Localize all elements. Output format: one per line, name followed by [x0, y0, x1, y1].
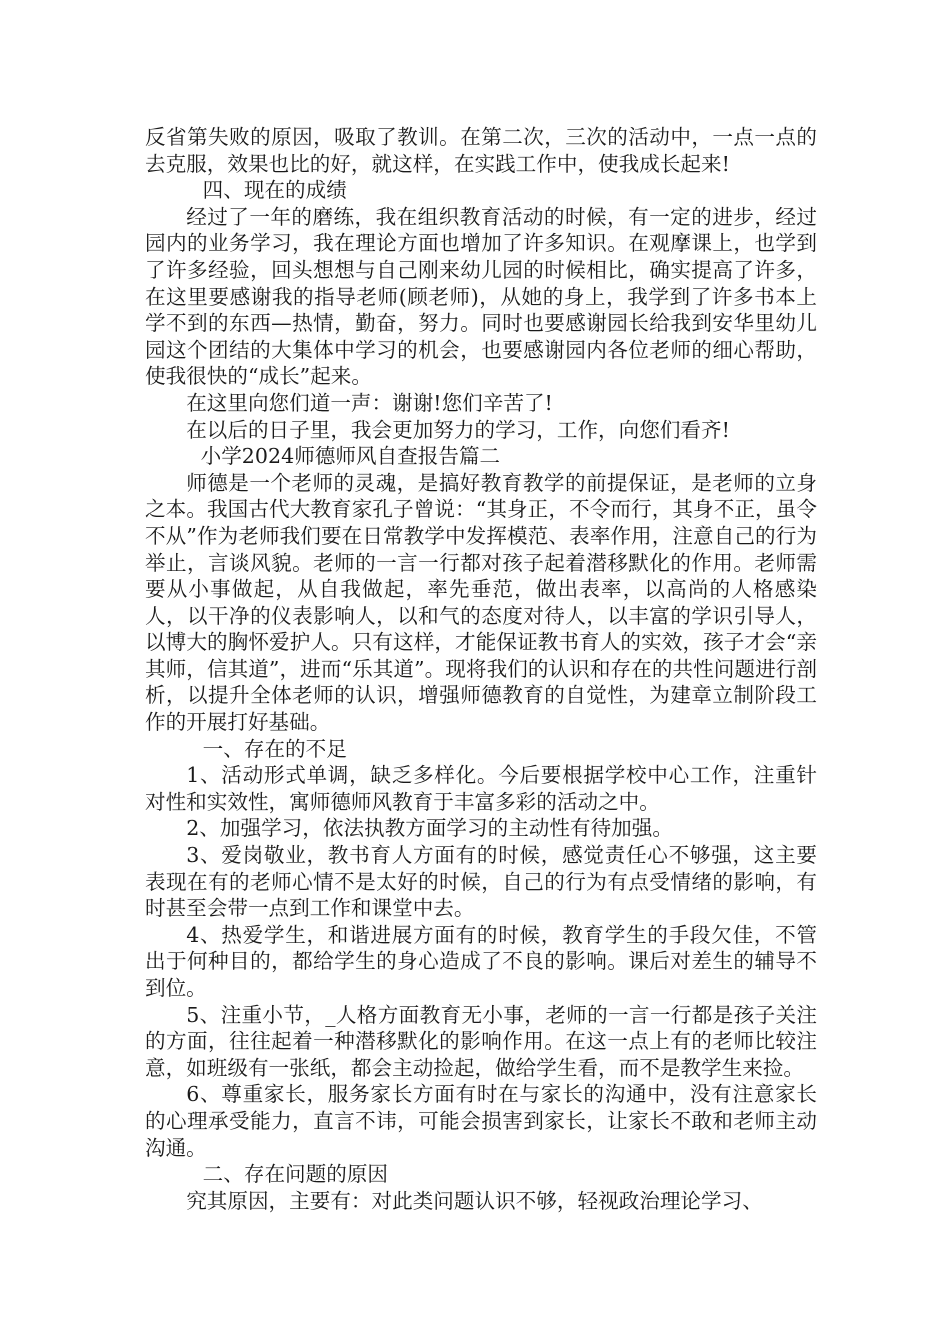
list-item-shortcoming-3: 3、爱岗敬业，教书育人方面有的时候，感觉责任心不够强，这主要表现在有的老师心情不是太好的时候，自己的行为有点受情绪的影响，有时甚至会带一点到工作和课堂中去。 — [145, 843, 817, 921]
list-item-shortcoming-4: 4、热爱学生，和谐进展方面有的时候，教育学生的手段欠佳，不管出于何种目的，都给学生的身心造成了不良的影响。课后对差生的辅导不到位。 — [145, 922, 817, 1000]
paragraph-causes: 究其原因，主要有：对此类问题认识不够，轻视政治理论学习、 — [186, 1188, 763, 1213]
paragraph-teacher-ethics-intro: 师德是一个老师的灵魂，是搞好教育教学的前提保证，是老师的立身之本。我国古代大教育家孔子曾说：“其身正，不令而行，其身不正，虽令不从”作为老师我们要在日常教学中发挥模范、表率作用，注意自己的行为举止，言谈风貌。老师的一言一行都对孩子起着潜移默化的作用。老师需要从小事做起，从自我做起，率先垂范，做出表率，以高尚的人格感染人，以干净的仪表影响人，以和气的态度对待人，以丰富的学识引导人，以博大的胸怀爱护人。只有这样，才能保证教书育人的实效，孩子才会“亲其师，信其道”，进而“乐其道”。现将我们的认识和存在的共性问题进行剖析，以提升全体老师的认识，增强师德教育的自觉性，为建章立制阶段工作的开展打好基础。 — [145, 470, 817, 735]
paragraph-achievements: 经过了一年的磨练，我在组织教育活动的时候，有一定的进步，经过园内的业务学习，我在理论方面也增加了许多知识。在观摩课上，也学到了许多经验，回头想想与自己刚来幼儿园的时候相比，确实提高了许多，在这里要感谢我的指导老师(顾老师)，从她的身上，我学到了许多书本上学不到的东西—热情，勤奋，努力。同时也要感谢园长给我到安华里幼儿园这个团结的大集体中学习的机会，也要感谢园内各位老师的细心帮助，使我很快的“成长”起来。 — [145, 204, 817, 389]
section-heading-causes: 二、存在问题的原因 — [202, 1162, 389, 1187]
paragraph-future: 在以后的日子里，我会更加努力的学习，工作，向您们看齐! — [186, 417, 730, 442]
list-item-shortcoming-5: 5、注重小节，_人格方面教育无小事，老师的一言一行都是孩子关注的方面，往往起着一种潜移默化的影响作用。在这一点上有的老师比较注意，如班级有一张纸，都会主动捡起，做给学生看，而不是教学生来捡。 — [145, 1002, 817, 1080]
document-page — [145, 124, 817, 1214]
section-heading-current-achievements: 四、现在的成绩 — [202, 178, 347, 203]
report-title-part-two: 小学2024师德师风自查报告篇二 — [200, 444, 501, 469]
list-item-shortcoming-2: 2、加强学习，依法执教方面学习的主动性有待加强。 — [186, 816, 673, 841]
paragraph-reflection: 反省第失败的原因，吸取了教训。在第二次，三次的活动中，一点一点的去克服，效果也比的好，就这样，在实践工作中，使我成长起来! — [145, 125, 817, 176]
list-item-shortcoming-6: 6、尊重家长，服务家长方面有时在与家长的沟通中，没有注意家长的心理承受能力，直言不讳，可能会损害到家长，让家长不敢和老师主动沟通。 — [145, 1082, 817, 1160]
paragraph-thanks: 在这里向您们道一声：谢谢!您们辛苦了! — [186, 390, 553, 415]
list-item-shortcoming-1: 1、活动形式单调，缺乏多样化。今后要根据学校中心工作，注重针对性和实效性，寓师德师风教育于丰富多彩的活动之中。 — [145, 763, 817, 814]
section-heading-shortcomings: 一、存在的不足 — [202, 736, 347, 761]
